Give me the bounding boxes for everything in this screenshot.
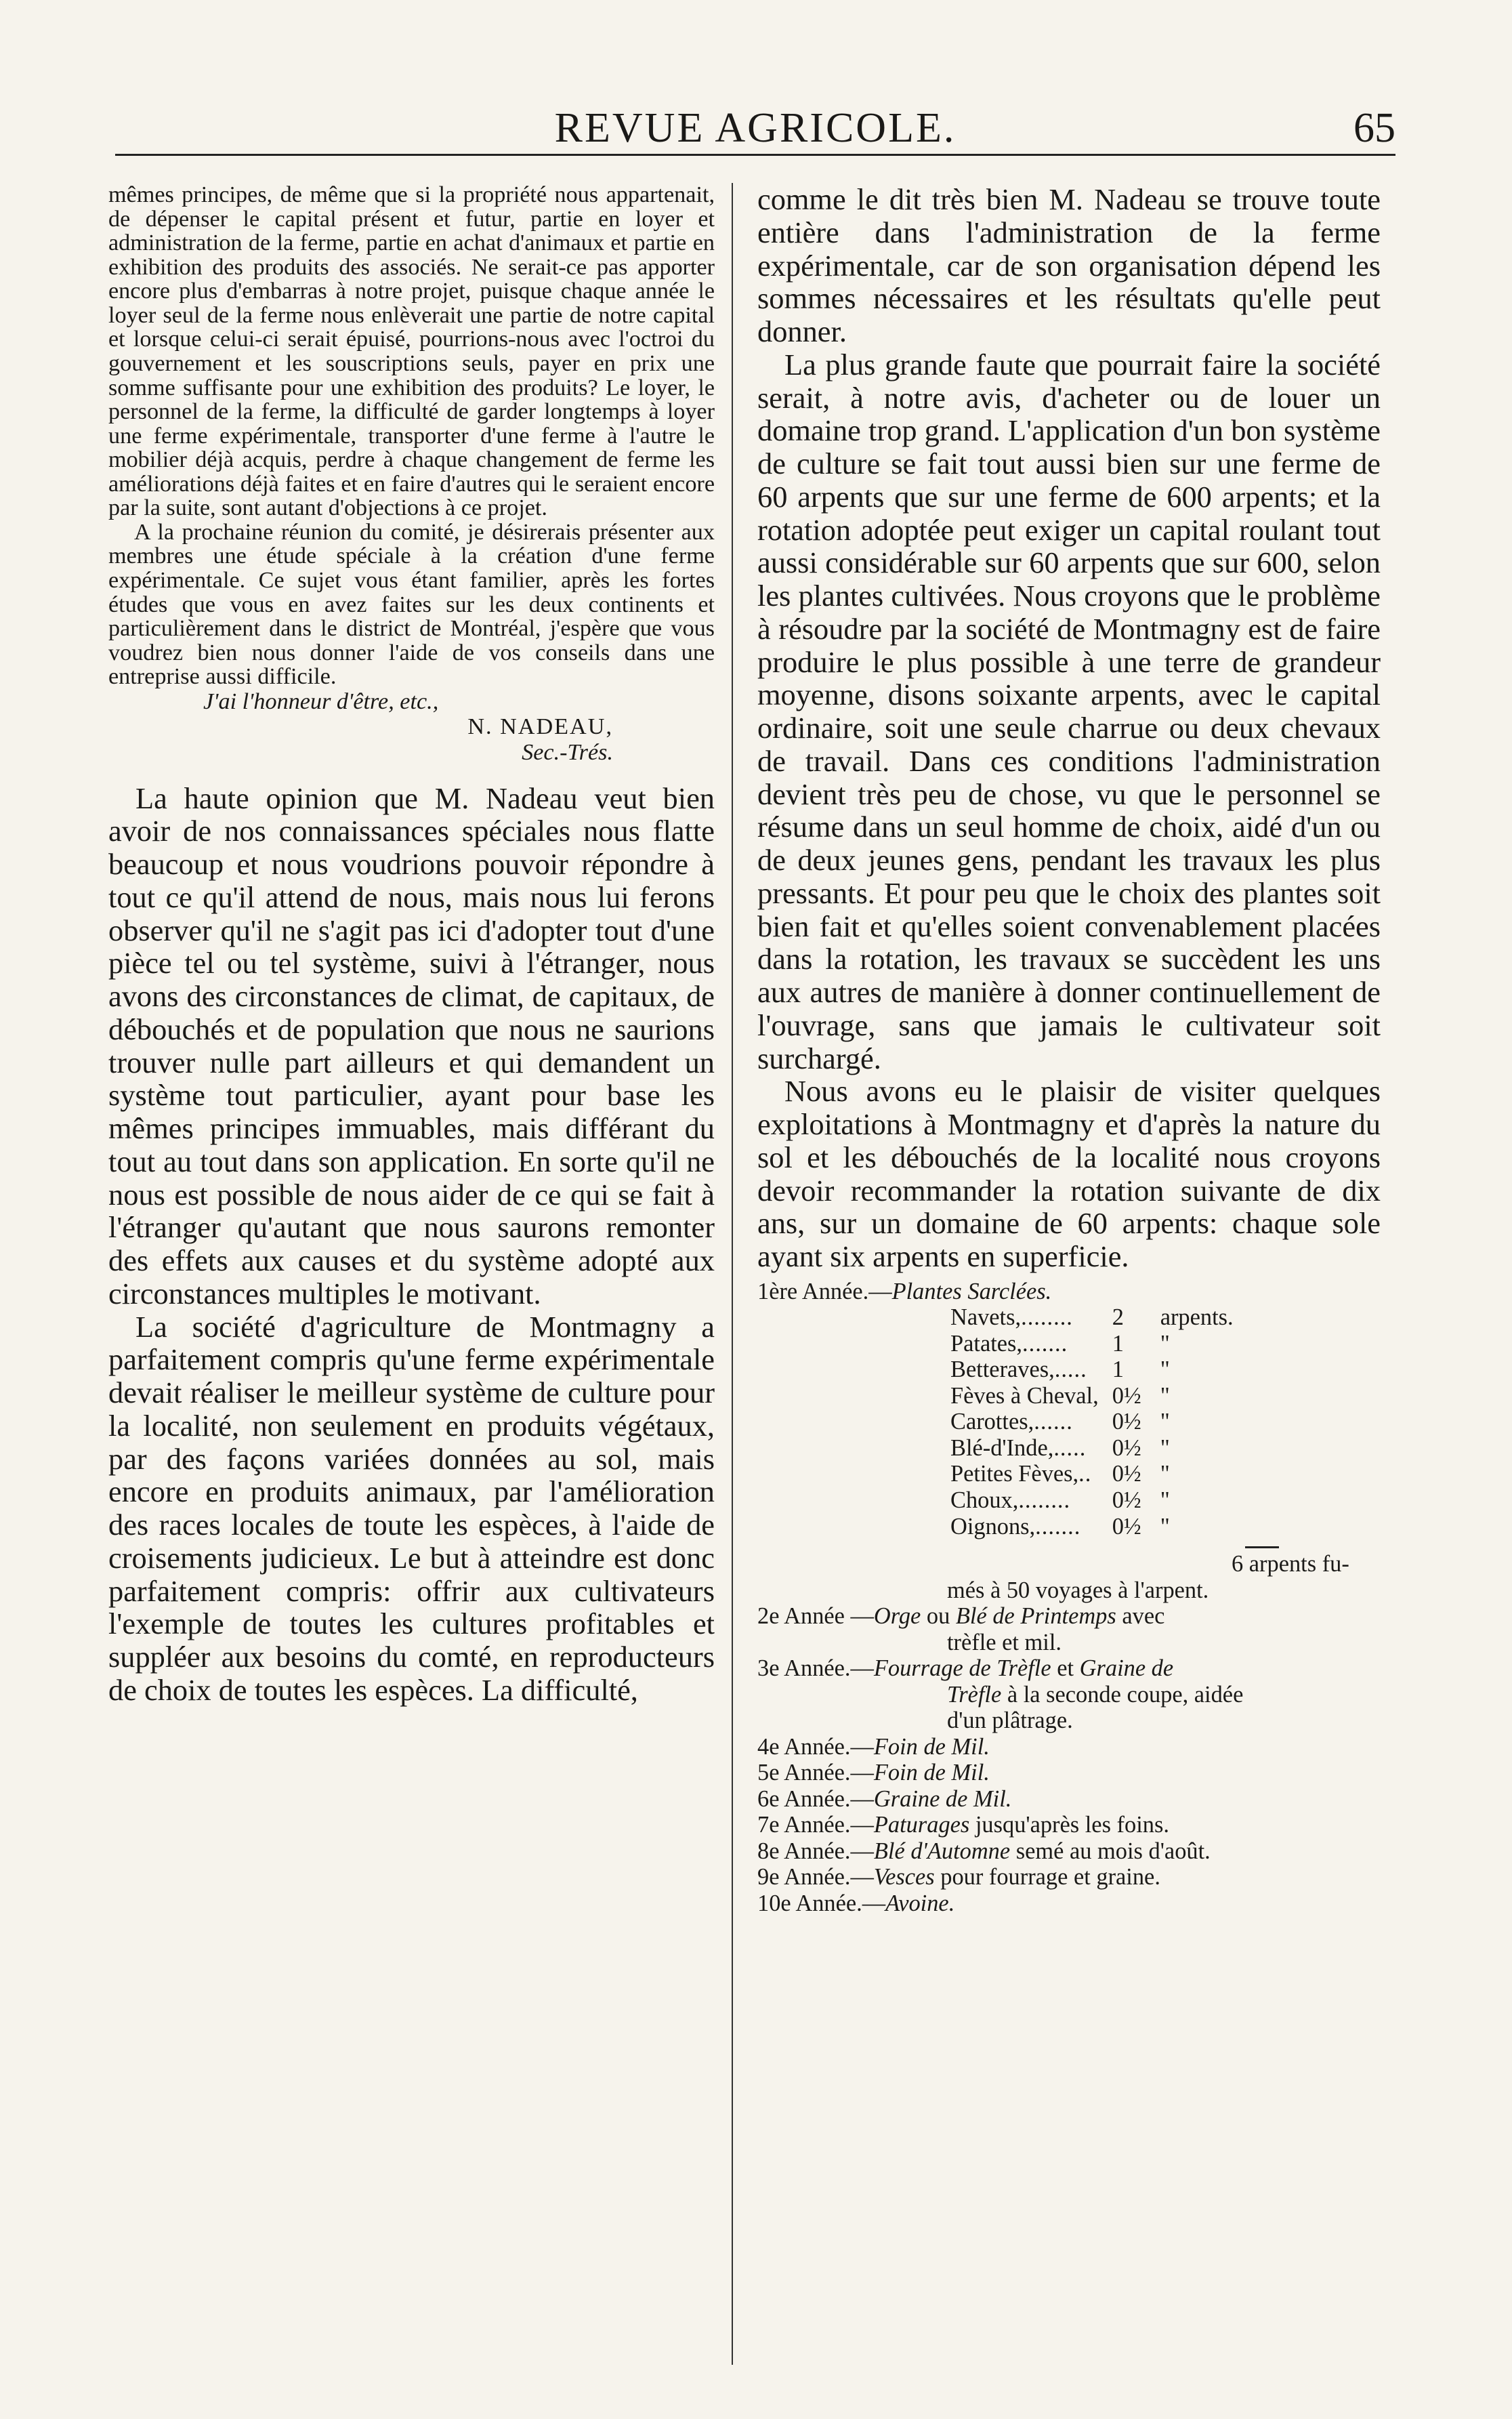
paragraph: La plus grande faute que pourrait faire la société serait, à notre avis, d'acheter ou de louer un domaine trop grand. L'application d'un bon système de culture se fait tout aussi bien sur une ferme de 60 arpents que sur une ferme de 600 arpents; et la rotation adoptée peut exiger un capital roulant tout aussi considérable sur 60 arpents que sur 600, selon les plantes cultivées. Nous croyons que le problème à résoudre par la société de Montmagny est de faire produire le plus possible à une terre de grandeur moyenne, disons soixante arpents, avec le capital ordinaire, soit une seule charrue ou deux chevaux de travail. Dans ces conditions l'administration devient très peu de chose, vu que le personnel se résume dans un seul homme de choix, aidé d'un ou de deux jeunes gens, pendant les travaux les plus pressants. Et pour peu que le choix des plantes soit bien fait et qu'elles soient convenablement placées dans la rotation, les travaux se succèdent les uns aux autres de manière à donner continuellement de l'ouvrage, sans que jamais le cultivateur soit surchargé. [757, 347, 1381, 1075]
page-number: 65 [1353, 105, 1395, 151]
editorial-text-left [108, 782, 715, 1707]
letter-excerpt [108, 183, 715, 689]
editorial-text-right [757, 183, 1381, 1273]
crop-row: Betteraves,..... 1 " [950, 1357, 1170, 1383]
signature: N. NADEAU, [467, 714, 613, 740]
crop-table [950, 1304, 1238, 1539]
crop-row: Navets,........ 2 arpents. [950, 1304, 1234, 1331]
paragraph: La société d'agriculture de Montmagny a parfaitement compris qu'une ferme expérimentale devait réaliser le meilleur système de culture pour la localité, non seulement en produits végétaux, par des façons variées données au sol, mais encore en produits animaux, par l'amélioration des races locales de toute les espèces, à l'aide de croisements judicieux. Le but à atteindre est donc parfaitement compris: offrir aux cultivateurs l'exemple de toutes les cultures profitables et suppléer aux besoins du comté, en reproducteurs de choix de toutes les espèces. La difficulté, [108, 1309, 715, 1707]
signature-role: Sec.-Trés. [522, 740, 613, 766]
running-header [115, 102, 1395, 156]
crop-rotation [757, 1279, 1381, 1917]
right-column [757, 183, 1381, 1917]
letter-paragraph: mêmes principes, de même que si la propriété nous appartenait, de dépenser le capital présent et futur, partie en loyer et administration de la ferme, partie en achat d'animaux et partie en exhibition des produits des associés. Ne serait-ce pas apporter encore plus d'embarras à notre projet, puisque chaque année le loyer seul de la ferme nous enlèverait une partie de notre capital et lorsque celui-ci serait épuisé, pourrions-nous avec l'octroi du gouvernement et les souscriptions seuls, payer en prix une somme suffisante pour une exhibition des produits? Le loyer, le personnel de la ferme, la difficulté de garder longtemps à loyer une ferme expérimentale, transporter d'une ferme à l'autre le mobilier déjà acquis, perdre à chaque changement de ferme les améliorations déjà faites et en faire d'autres qui le seraient encore par la suite, sont autant d'objections à ce projet. [108, 182, 715, 521]
rotation-year-7: 7e Année.—Paturages jusqu'après les foins. [757, 1812, 1169, 1838]
crop-row: Patates,....... 1 " [950, 1330, 1170, 1357]
letter-paragraph: A la prochaine réunion du comité, je désirerais présenter aux membres une étude spéciale à la création d'une ferme expérimentale. Ce sujet vous étant familier, après les fortes études que vous en avez faites sur les deux continents et particulièrement dans le district de Montréal, j'espère que vous voudrez bien nous donner l'aide de vos conseils dans une entreprise aussi difficile. [108, 519, 715, 690]
rotation-year-2-cont: trèfle et mil. [947, 1629, 1062, 1655]
salutation: J'ai l'honneur d'être, etc., [203, 688, 439, 714]
crop-row: Carottes,...... 0½ " [950, 1409, 1170, 1435]
rotation-year-10: 10e Année.—Avoine. [757, 1890, 955, 1916]
year-crop: Plantes Sarclées. [891, 1278, 1052, 1304]
paragraph: La haute opinion que M. Nadeau veut bien avoir de nos connaissances spéciales nous flatte beaucoup et nous voudrions pouvoir répondre à tout ce qu'il attend de nous, mais nous lui ferons observer qu'il ne s'agit pas ici d'adopter tout d'une pièce tel ou tel système, suivi à l'étranger, nous avons des circonstances de climat, de capitaux, de débouchés et de population que nous ne saurions trouver nulle part ailleurs et qui demandent un système tout particulier, ayant pour base les mêmes principes immuables, mais différant du tout au tout dans son application. En sorte qu'il ne nous est possible de nous aider de ce qui se fait à l'étranger qu'autant que nous saurons remonter des effets aux causes et du système adopté aux circonstances multiples le motivant. [108, 781, 715, 1310]
rotation-year-1 [757, 1279, 1381, 1305]
journal-title: REVUE AGRICOLE. [554, 105, 957, 151]
rotation-year-3-cont: Trèfle à la seconde coupe, aidée [947, 1681, 1244, 1708]
sum-rule [1245, 1546, 1279, 1548]
rotation-year-9: 9e Année.—Vesces pour fourrage et graine. [757, 1864, 1160, 1890]
column-divider [732, 183, 733, 2365]
paragraph: Nous avons eu le plaisir de visiter quelques exploitations à Montmagny et d'après la nature du sol et les débouchés de la localité nous croyons devoir recommander la rotation suivante de dix ans, sur un domaine de 60 arpents: chaque sole ayant six arpents en superficie. [757, 1074, 1381, 1273]
crop-row: Choux,........ 0½ " [950, 1487, 1170, 1513]
rotation-year-3: 3e Année.—Fourrage de Trèfle et Graine de [757, 1655, 1174, 1682]
rotation-year-4: 4e Année.—Foin de Mil. [757, 1733, 990, 1760]
crop-row: Oignons,....... 0½ " [950, 1513, 1170, 1539]
header-rule [115, 154, 1395, 156]
crop-row: Blé-d'Inde,..... 0½ " [950, 1434, 1170, 1461]
letter-closing [108, 689, 715, 766]
crop-row: Petites Fèves,.. 0½ " [950, 1461, 1170, 1487]
left-column [108, 183, 715, 1707]
rotation-year-5: 5e Année.—Foin de Mil. [757, 1760, 990, 1786]
paragraph: comme le dit très bien M. Nadeau se trouve toute entière dans l'administration de la ferme expérimentale, car de son organisation dépend les sommes nécessaires et les résultats qu'elle peut donner. [757, 182, 1381, 348]
total-line: 6 arpents fu- [1232, 1551, 1349, 1577]
rotation-year-3-cont: d'un plâtrage. [947, 1708, 1073, 1734]
rotation-year-6: 6e Année.—Graine de Mil. [757, 1785, 1012, 1812]
crop-row: Fèves à Cheval, 0½ " [950, 1382, 1170, 1409]
year-label: 1ère Année.— [757, 1278, 892, 1304]
total-line: més à 50 voyages à l'arpent. [947, 1577, 1209, 1603]
rotation-year-8: 8e Année.—Blé d'Automne semé au mois d'août. [757, 1838, 1211, 1864]
rotation-year-2: 2e Année —Orge ou Blé de Printemps avec [757, 1603, 1165, 1630]
